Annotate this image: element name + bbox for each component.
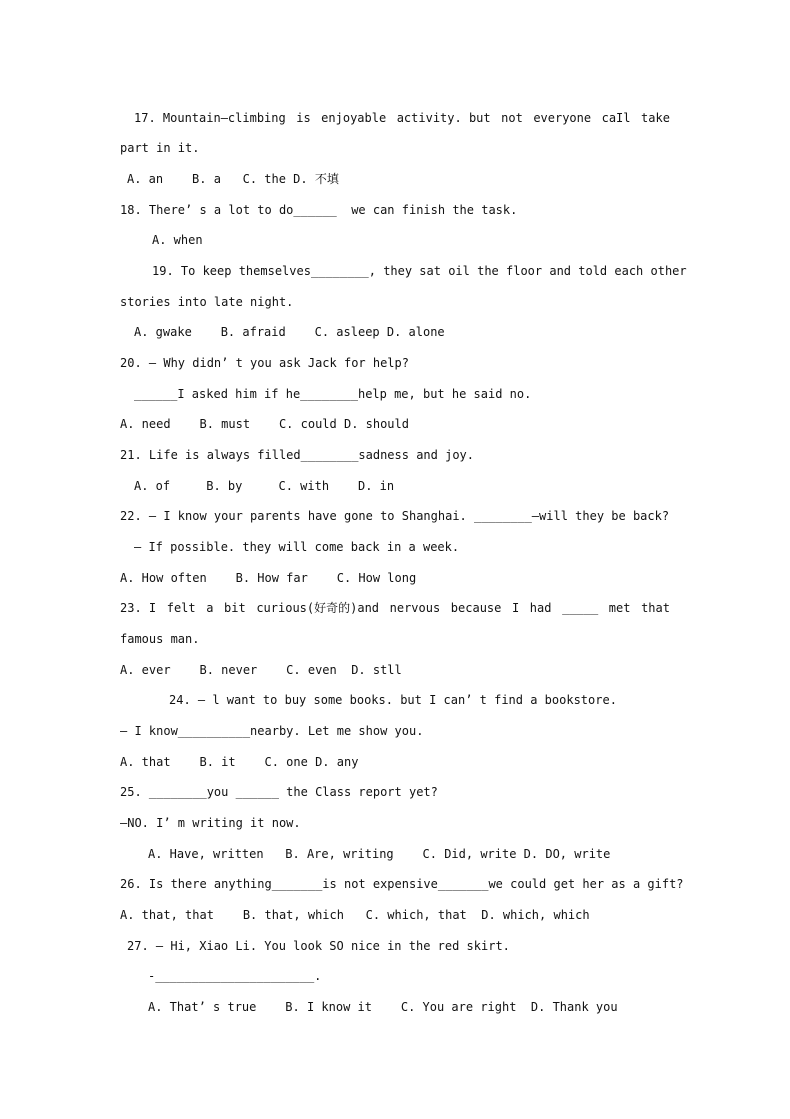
q23-word: had (529, 601, 552, 615)
q24-options: A. that B. it C. one D. any (120, 755, 359, 769)
q25-stem-line2: —NO. I’ m writing it now. (120, 816, 301, 830)
q27-stem-line2: -______________________. (148, 969, 322, 983)
q17-stem-line1 (134, 110, 670, 126)
q17-word: not (501, 111, 523, 125)
q17-word: activity. but (396, 111, 491, 125)
q23-word: I (511, 601, 520, 615)
q20-options: A. need B. must C. could D. should (120, 417, 409, 431)
q19-stem-line1: 19. To keep themselves________, they sat oil the floor and told each other (152, 264, 687, 278)
q23-word: curious(好奇的)and (256, 601, 380, 615)
q17-word: enjoyable (321, 111, 387, 125)
q17-word: is (296, 111, 311, 125)
q22-options: A. How often B. How far C. How long (120, 571, 417, 585)
q23-word: bit (224, 601, 246, 615)
q20-stem-line2: ______I asked him if he________help me, but he said no. (134, 387, 532, 401)
q19-options: A. gwake B. afraid C. asleep D. alone (134, 325, 445, 339)
q27-stem-line1: 27. — Hi, Xiao Li. You look SO nice in the red skirt. (127, 939, 510, 953)
q17-word: take (641, 111, 670, 125)
q23-word: a (206, 601, 214, 615)
q23-stem-line1 (120, 600, 670, 616)
q21-stem: 21. Life is always filled________sadness and joy. (120, 448, 475, 462)
q20-stem-line1: 20. — Why didn’ t you ask Jack for help? (120, 356, 409, 370)
q26-stem: 26. Is there anything_______is not expensive_______we could get her as a gift? (120, 877, 684, 891)
q23-word: 23. I (120, 601, 157, 615)
q17-word: caIl (601, 111, 631, 125)
q23-word: nervous (389, 601, 441, 615)
q23-word: that (641, 601, 670, 615)
q18-stem: 18. There’ s a lot to do______ we can finish the task. (120, 203, 518, 217)
q22-stem-line2: — If possible. they will come back in a week. (134, 540, 460, 554)
q23-word: _____ (562, 601, 599, 615)
q23-word: felt (166, 601, 196, 615)
q23-word: because (450, 601, 502, 615)
q22-stem-line1: 22. — I know your parents have gone to Shanghai. ________—will they be back? (120, 509, 670, 523)
q21-options: A. of B. by C. with D. in (134, 479, 395, 493)
q23-stem-line2: famous man. (120, 632, 200, 646)
q18-options: A. when (152, 233, 203, 247)
q27-options: A. That’ s true B. I know it C. You are right D. Thank you (148, 1000, 618, 1014)
q17-stem-line2: part in it. (120, 141, 200, 155)
q23-word: met (608, 601, 631, 615)
q25-stem-line1: 25. ________you ______ the Class report yet? (120, 785, 438, 799)
q17-options: A. an B. a C. the D. 不填 (127, 172, 339, 186)
q24-stem-line2: — I know__________nearby. Let me show you. (120, 724, 424, 738)
q17-word: 17. Mountain—climbing (134, 111, 286, 125)
q17-word: everyone (533, 111, 592, 125)
q26-options: A. that, that B. that, which C. which, that D. which, which (120, 908, 590, 922)
q25-options: A. Have, written B. Are, writing C. Did, write D. DO, write (148, 847, 611, 861)
q24-stem-line1: 24. — l want to buy some books. but I can’ t find a bookstore. (169, 693, 617, 707)
q23-options: A. ever B. never C. even D. stll (120, 663, 402, 677)
q19-stem-line2: stories into late night. (120, 295, 294, 309)
